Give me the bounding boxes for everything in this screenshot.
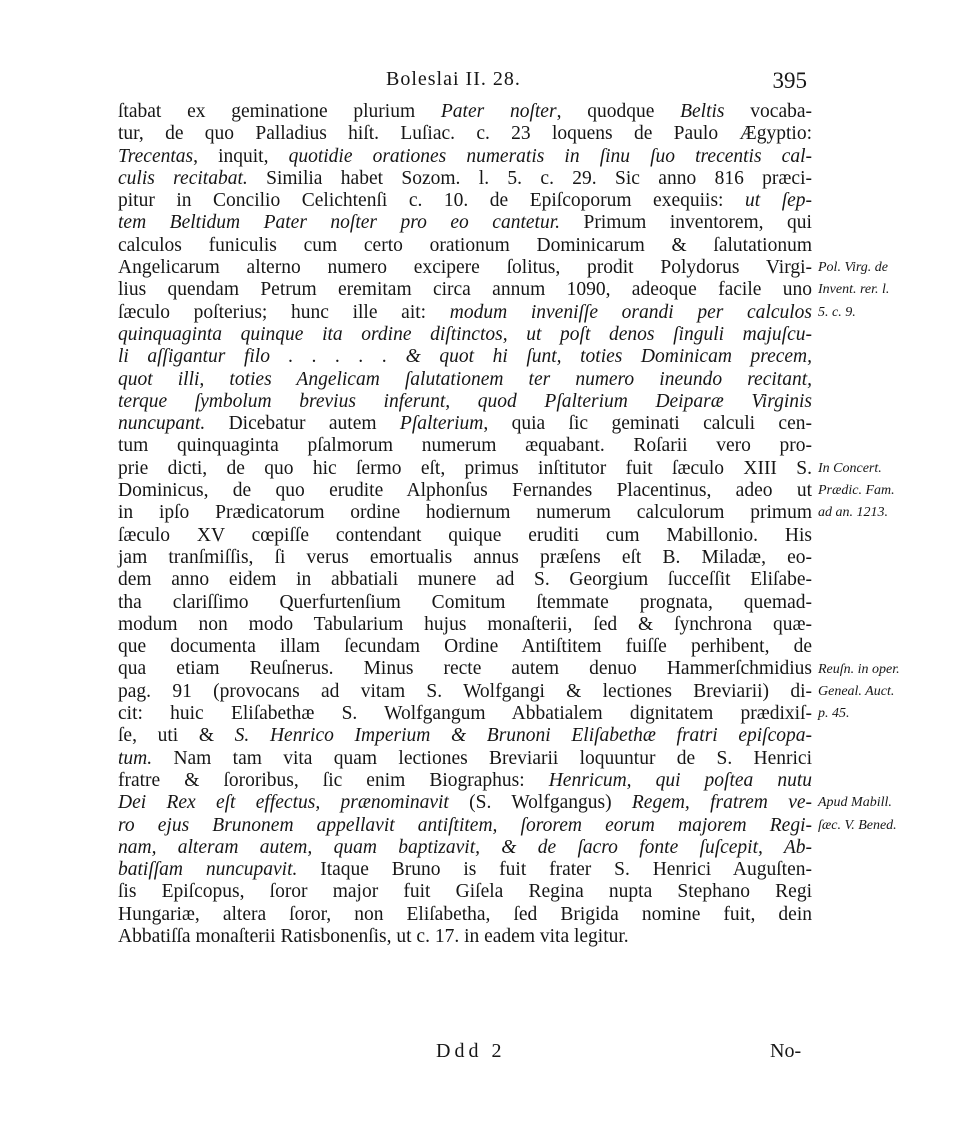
text-line: ſe, uti & S. Henrico Imperium & Brunoni Eliſabethæ fratri epiſcopa- <box>118 725 812 747</box>
marginal-note: Reuſn. in oper. <box>818 661 900 677</box>
text-line: cit: huic Eliſabethæ S. Wolfgangum Abbatialem dignitatem prædixiſ- <box>118 703 812 725</box>
text-line: calculos funiculis cum certo orationum Dominicarum & ſalutationum <box>118 234 812 256</box>
text-line: lius quendam Petrum eremitam circa annum 1090, adeoque facile uno <box>118 279 812 301</box>
marginal-note: ad an. 1213. <box>818 505 888 521</box>
text-line: qua etiam Reuſnerus. Minus recte autem denuo Hammerſchmidius <box>118 658 812 680</box>
text-line: ſæculo XV cœpiſſe contendant quique eruditi cum Mabillonio. His <box>118 524 812 546</box>
page-number: 395 <box>772 68 807 93</box>
text-line: nuncupant. Dicebatur autem Pſalterium, quia ſic geminati calculi cen- <box>118 413 812 435</box>
text-line: dem anno eidem in abbatiali munere ad S. Georgium ſucceſſit Eliſabe- <box>118 569 812 591</box>
text-line: in ipſo Prædicatorum ordine hodiernum numerum calculorum primum <box>118 502 812 524</box>
text-line: Dominicus, de quo erudite Alphonſus Fernandes Placentinus, adeo ut <box>118 480 812 502</box>
text-line: ſis Epiſcopus, ſoror major fuit Giſela Regina nupta Stephano Regi <box>118 881 812 903</box>
text-line: tem Beltidum Pater noſter pro eo cantetur. Primum inventorem, qui <box>118 212 812 234</box>
text-line: jam tranſmiſſis, ſi verus emortualis annus præſens eſt B. Miladæ, eo- <box>118 546 812 568</box>
text-line: nam, alteram autem, quam baptizavit, & de ſacro fonte ſuſcepit, Ab- <box>118 836 812 858</box>
catchword: No- <box>770 1040 802 1062</box>
text-line: pag. 91 (provocans ad vitam S. Wolfgangi & lectiones Breviarii) di- <box>118 680 812 702</box>
text-line: prie dicti, de quo hic ſermo eſt, primus inſtitutor fuit ſæculo XIII S. <box>118 457 812 479</box>
marginal-note: ſæc. V. Bened. <box>818 817 897 833</box>
marginal-note: Apud Mabill. <box>818 795 892 811</box>
text-line: Dei Rex eſt effectus, prænominavit (S. Wolfgangus) Regem, fratrem ve- <box>118 792 812 814</box>
signature-mark: Ddd 2 <box>436 1040 506 1062</box>
marginal-note: Geneal. Auct. <box>818 683 895 699</box>
text-line: quot illi, toties Angelicam ſalutationem ter numero ineundo recitant, <box>118 368 812 390</box>
main-text <box>118 101 812 948</box>
text-line: quinquaginta quinque ita ordine diſtinctos, ut poſt denos ſinguli majuſcu- <box>118 323 812 345</box>
text-line: tum quinquaginta pſalmorum numerum æquabant. Roſarii vero pro- <box>118 435 812 457</box>
text-line: Angelicarum alterno numero excipere ſolitus, prodit Polydorus Virgi- <box>118 257 812 279</box>
marginal-note: Prædic. Fam. <box>818 483 895 499</box>
text-line: Abbatiſſa monaſterii Ratisbonenſis, ut c. 17. in eadem vita legitur. <box>118 925 629 947</box>
text-line: tum. Nam tam vita quam lectiones Breviarii loquuntur de S. Henrici <box>118 747 812 769</box>
marginal-note: Pol. Virg. de <box>818 260 888 276</box>
text-line: ſæculo poſterius; hunc ille ait: modum inveniſſe orandi per calculos <box>118 301 812 323</box>
text-line: terque ſymbolum brevius inferunt, quod Pſalterium Deiparæ Virginis <box>118 390 812 412</box>
text-line: culis recitabat. Similia habet Sozom. l. 5. c. 29. Sic anno 816 præci- <box>118 167 812 189</box>
text-line: batiſſam nuncupavit. Itaque Bruno is fuit frater S. Henrici Auguſten- <box>118 859 812 881</box>
marginal-note: 5. c. 9. <box>818 304 856 320</box>
text-line: tha clariſſimo Querfurtenſium Comitum ſtemmate prognata, quemad- <box>118 591 812 613</box>
marginal-note: Invent. rer. l. <box>818 282 890 298</box>
text-line: Trecentas, inquit, quotidie orationes numeratis in ſinu ſuo trecentis cal- <box>118 145 812 167</box>
text-line: li aſſigantur filo . . . . . & quot hi ſunt, toties Dominicam precem, <box>118 346 812 368</box>
text-line: fratre & ſororibus, ſic enim Biographus: Henricum, qui poſtea nutu <box>118 769 812 791</box>
text-line: modum non modo Tabularium hujus monaſterii, ſed & ſynchrona quæ- <box>118 613 812 635</box>
text-line: ſtabat ex geminatione plurium Pater noſter, quodque Beltis vocaba- <box>118 101 812 122</box>
text-line: tur, de quo Palladius hiſt. Luſiac. c. 23 loquens de Paulo Ægyptio: <box>118 123 812 145</box>
running-title: Boleslai II. 28. <box>386 68 521 90</box>
page-header <box>0 68 960 100</box>
text-line: que documenta illam ſecundam Ordine Antiſtitem fuiſſe perhibent, de <box>118 636 812 658</box>
marginal-note: In Concert. <box>818 460 882 476</box>
text-line: pitur in Concilio Celichtenſi c. 10. de Epiſcoporum exequiis: ut ſep- <box>118 190 813 212</box>
text-line: ro ejus Brunonem appellavit antiſtitem, ſororem eorum majorem Regi- <box>118 814 812 836</box>
marginal-note: p. 45. <box>818 706 850 722</box>
text-line: Hungariæ, altera ſoror, non Eliſabetha, ſed Brigida nomine fuit, dein <box>118 903 812 925</box>
